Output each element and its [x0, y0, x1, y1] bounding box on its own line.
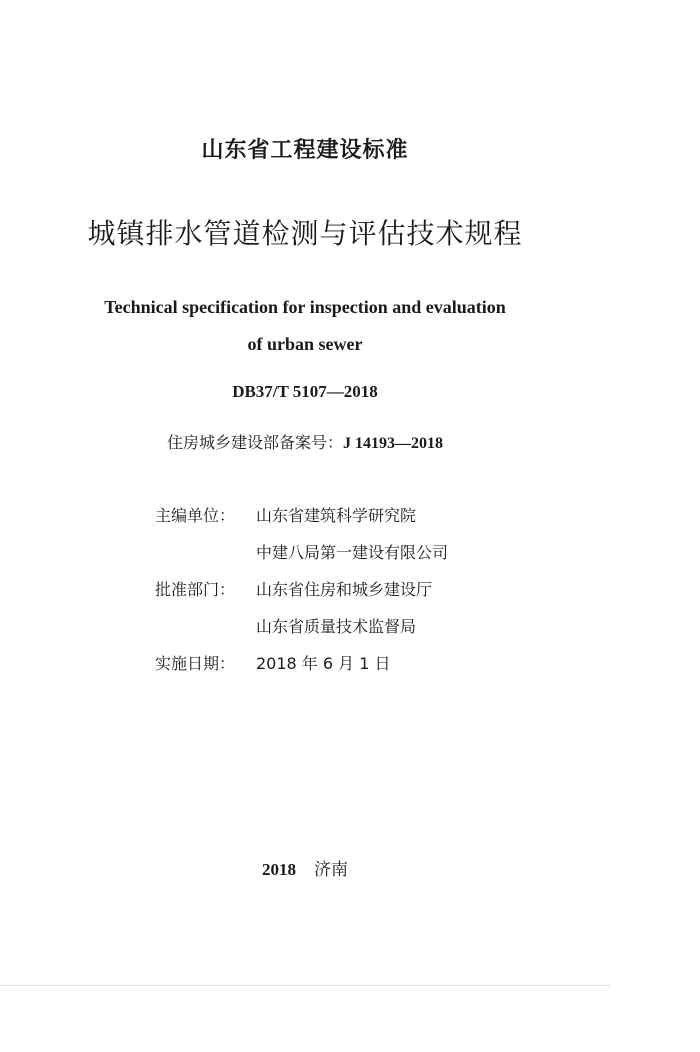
- effective-date-row: [155, 644, 448, 681]
- filing-number-label: 住房城乡建设部备案号：: [166, 433, 343, 452]
- editor-row-2: [155, 533, 448, 570]
- standard-code: DB37/T 5107—2018: [232, 382, 378, 401]
- approval-row-1: [155, 570, 448, 607]
- approval-department-2: 山东省质量技术监督局: [256, 617, 417, 636]
- filing-number-value: J 14193—2018: [343, 435, 443, 452]
- publication-year: 2018: [262, 860, 296, 879]
- publication-city: 济南: [314, 860, 348, 880]
- editor-organization-2: 中建八局第一建设有限公司: [256, 543, 449, 562]
- effective-date-value: 2018 年 6 月 1 日: [256, 654, 391, 673]
- approval-department-1: 山东省住房和城乡建设厅: [256, 580, 433, 599]
- document-title-chinese: 城镇排水管道检测与评估技术规程: [87, 217, 523, 250]
- approval-label: 批准部门：: [155, 580, 236, 599]
- approval-row-2: [155, 607, 448, 644]
- editor-row-1: [155, 496, 448, 533]
- standard-series-title: 山东省工程建设标准: [201, 138, 409, 163]
- document-title-english-line1: Technical specification for inspection and evaluation: [104, 297, 506, 317]
- editor-organization-1: 山东省建筑科学研究院: [256, 506, 417, 525]
- publication-info: [155, 496, 448, 681]
- document-title-english-line2: of urban sewer: [247, 334, 363, 354]
- page-bottom-divider: [0, 985, 610, 986]
- editor-label: 主编单位：: [155, 506, 236, 525]
- effective-date-label: 实施日期：: [155, 654, 236, 673]
- filing-number: [0, 430, 610, 453]
- publication-footer: [0, 855, 610, 880]
